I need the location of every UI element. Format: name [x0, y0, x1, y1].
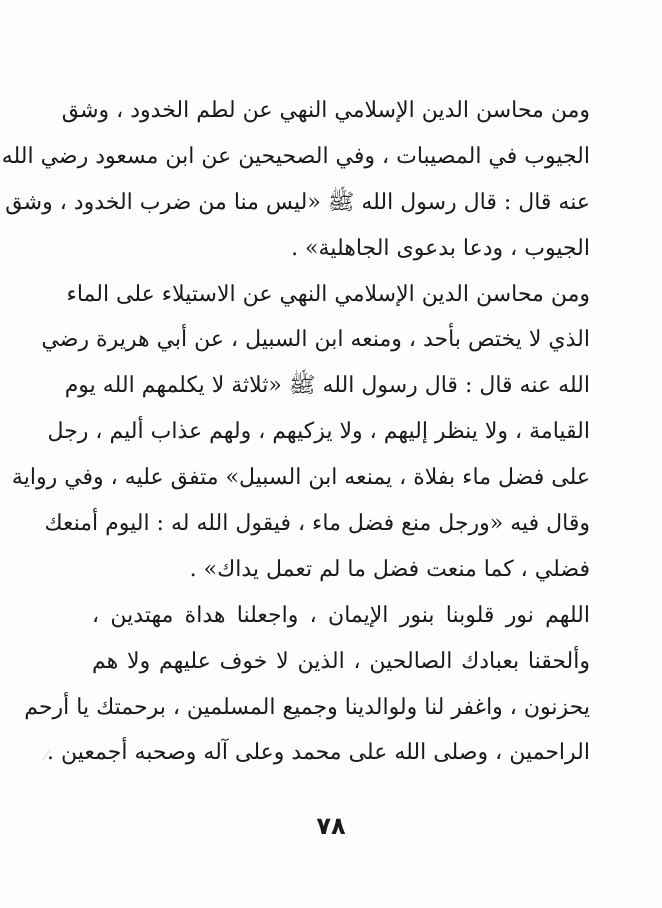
text-line: القيامة ، ولا ينظر إليهم ، ولا يزكيهم ، ولهم عذاب أليم ، رجل	[47, 419, 590, 445]
text-line: الجيوب ، ودعا بدعوى الجاهلية» .	[291, 235, 590, 261]
text-line: يحزنون ، واغفر لنا ولوالدينا وجميع المسلمين ، برحمتك يا أرحم	[24, 694, 590, 720]
text-line: الجيوب في المصيبات ، وفي الصحيحين عن ابن مسعود رضي الله	[1, 143, 590, 169]
text-line: فضلي ، كما منعت فضل ما لم تعمل يداك» .	[189, 556, 590, 582]
text-line: اللهم نور قلوبنا بنور الإيمان ، واجعلنا هداة مهتدين ،	[92, 602, 590, 628]
text-line: وقال فيه «ورجل منع فضل ماء ، فيقول الله له : اليوم أمنعك	[44, 511, 590, 537]
page-number: ٧٨	[316, 812, 346, 840]
paragraph-3	[24, 593, 590, 777]
paragraph-1	[1, 88, 590, 272]
text-line: وألحقنا بعبادك الصالحين ، الذين لا خوف عليهم ولا هم	[92, 648, 590, 674]
text-line: الذي لا يختص بأحد ، ومنعه ابن السبيل ، عن أبي هريرة رضي	[41, 327, 590, 353]
text-line: الراحمين ، وصلى الله على محمد وعلى آله وصحبه أجمعين .	[47, 740, 590, 766]
text-line: ومن محاسن الدين الإسلامي النهي عن لطم الخدود ، وشق	[61, 98, 590, 123]
text-line: على فضل ماء بفلاة ، يمنعه ابن السبيل» متفق عليه ، وفي رواية	[11, 465, 590, 491]
paragraph-2	[11, 272, 590, 593]
text-line: الله عنه قال : قال رسول الله ﷺ «ثلاثة لا يكلمهم الله يوم	[64, 373, 590, 399]
body-text	[1, 88, 590, 776]
text-line: عنه قال : قال رسول الله ﷺ «ليس منا من ضرب الخدود ، وشق	[5, 189, 590, 215]
text-line: ومن محاسن الدين الإسلامي النهي عن الاستيلاء على الماء	[66, 281, 590, 307]
